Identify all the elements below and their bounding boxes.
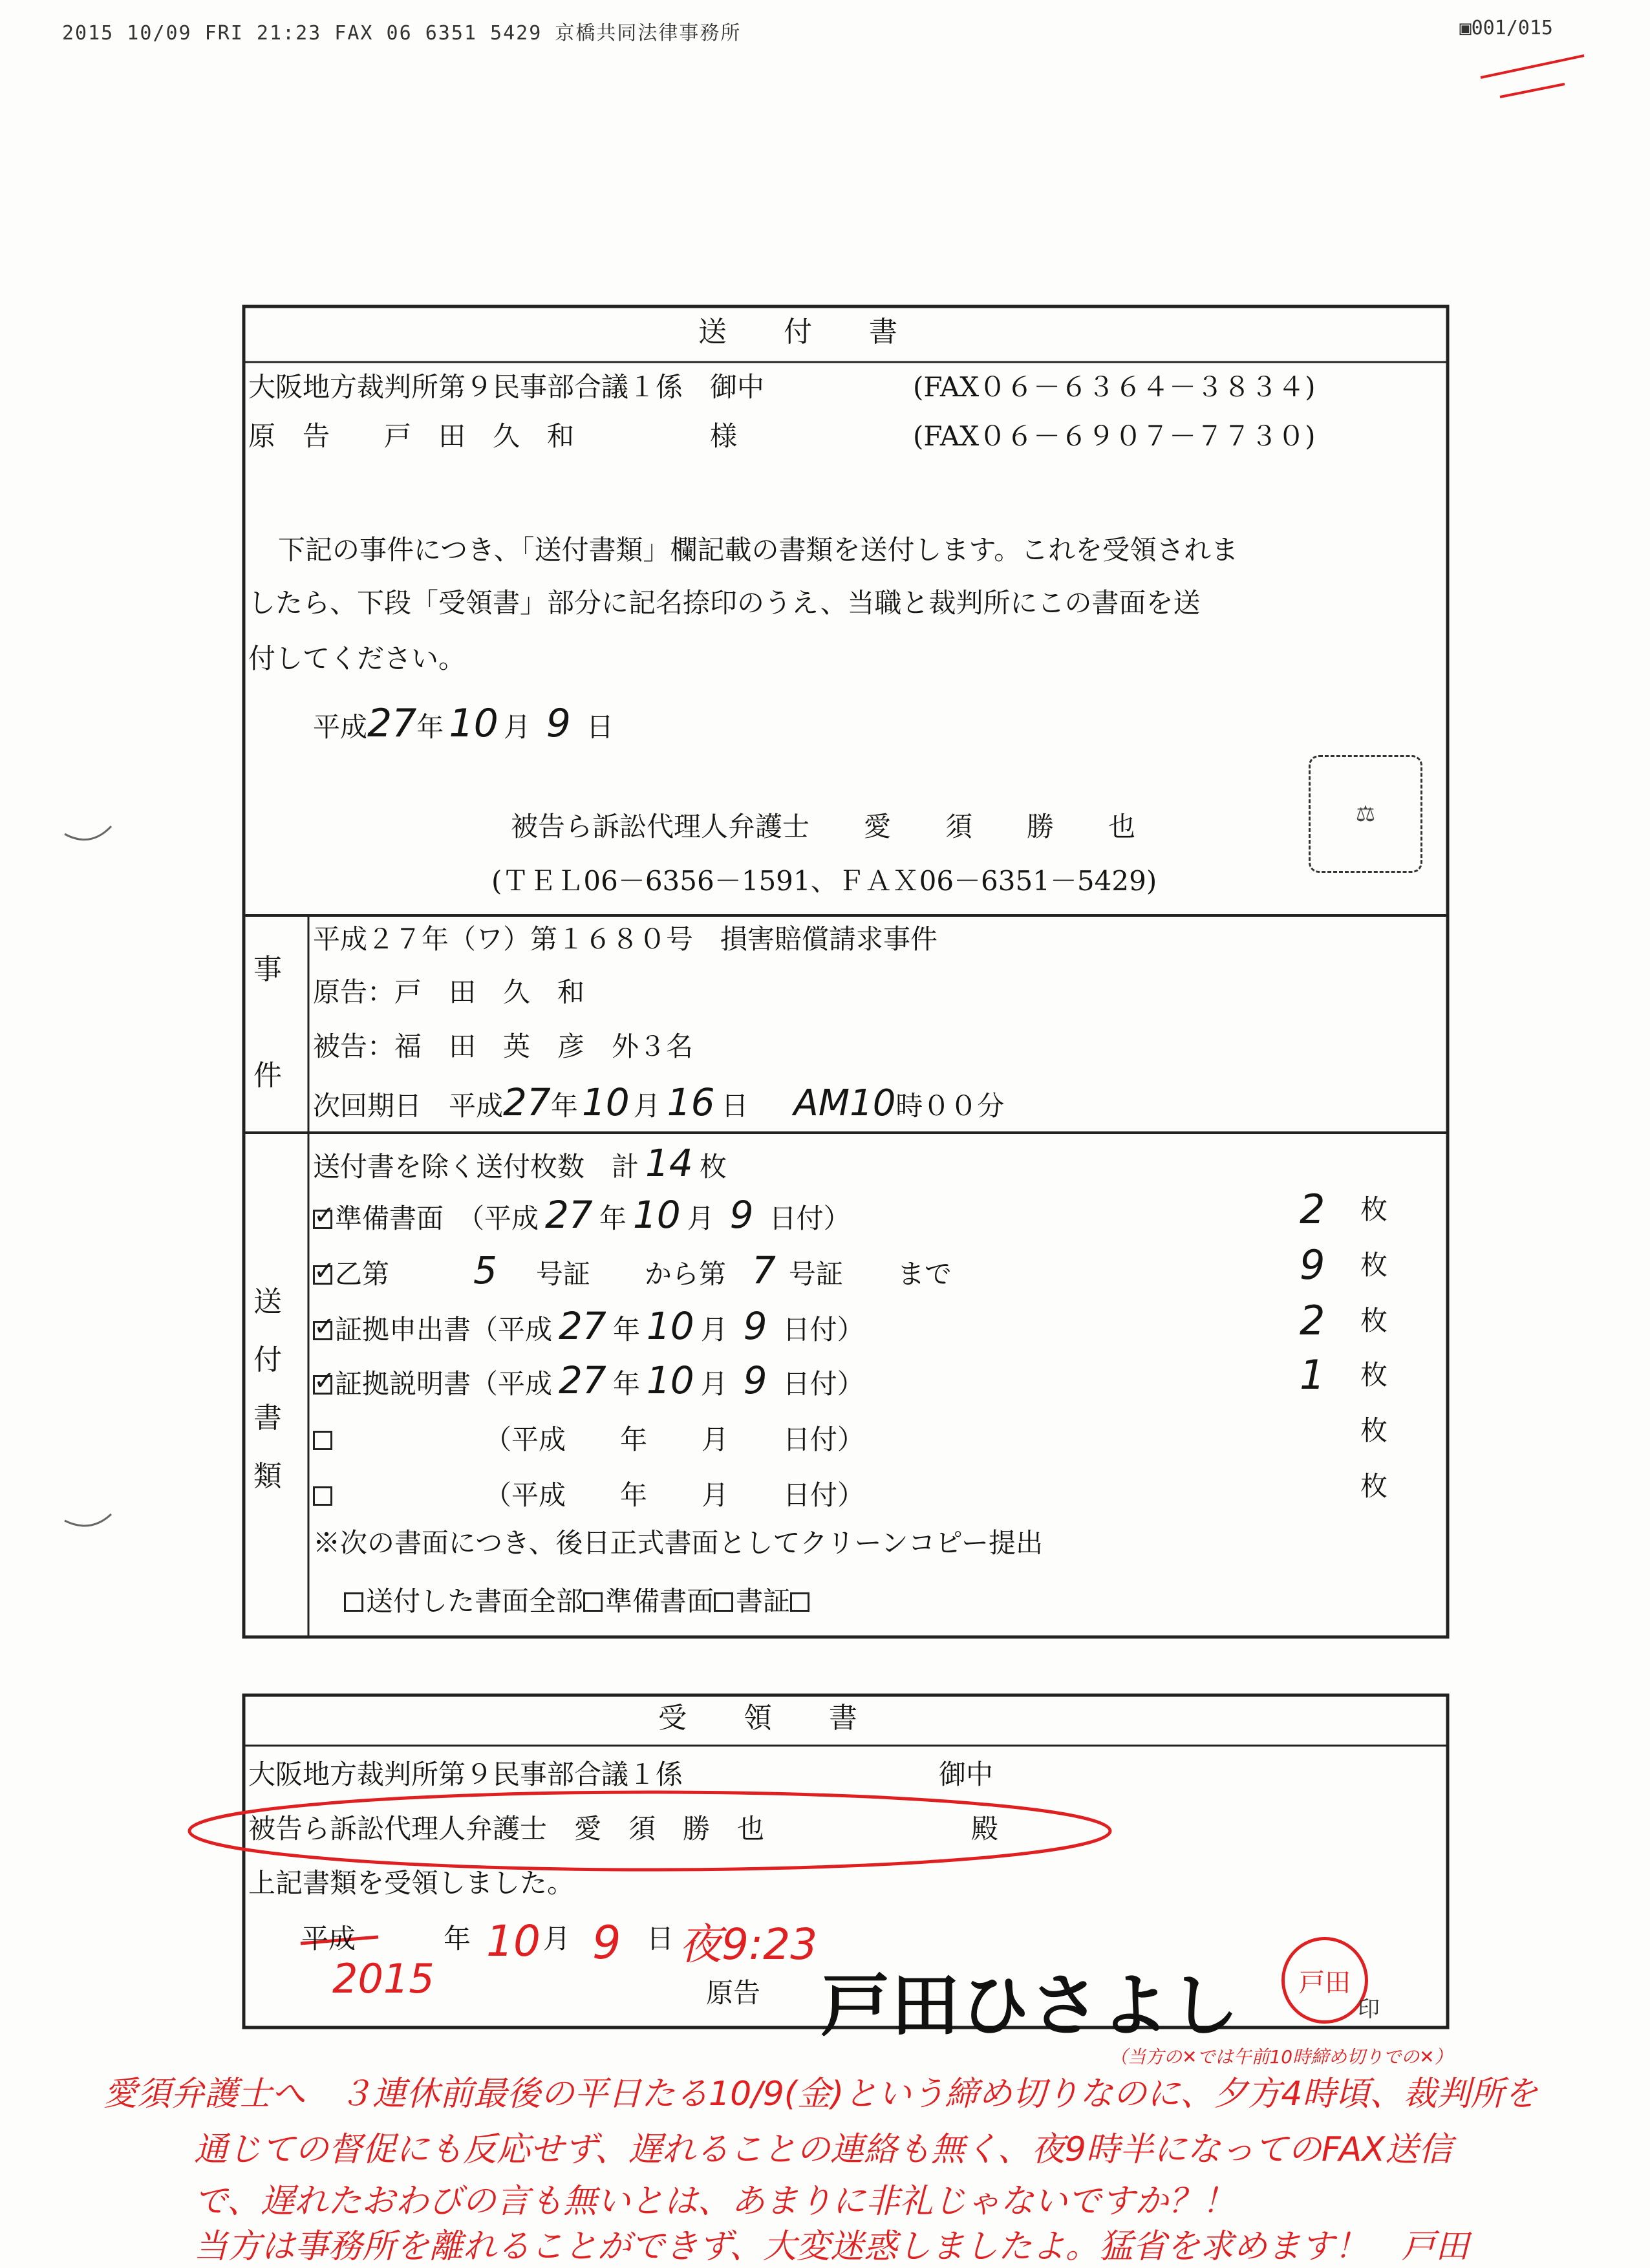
red-note-line-1: 愛須弁護士へ ３連休前最後の平日たる10/9(金)という締め切りなのに、夕方4時頃、裁判所を	[103, 2075, 1538, 2113]
receipt-year-unit: 年	[444, 1923, 471, 1954]
plaintiff-signature: 戸田ひさよし	[821, 1966, 1240, 2046]
sofusho-body-line-2: したら、下段「受領書」部分に記名捺印のうえ、当職と裁判所にこの書面を送	[248, 587, 1201, 619]
page-box-icon: ▣	[1459, 17, 1472, 39]
document-checkbox[interactable]	[313, 1210, 332, 1229]
red-note-line-2: 通じての督促にも反応せず、遅れることの連絡も無く、夜9時半になってのFAX送信	[194, 2130, 1452, 2169]
sender-name: 被告ら訴訟代理人弁護士 愛 須 勝 也	[511, 811, 1136, 842]
sheet-count-unit: 枚	[699, 1151, 727, 1182]
receipt-to-attorney: 被告ら訴訟代理人弁護士 愛 須 勝 也	[248, 1813, 765, 1845]
document-name: （平成 年 月 日付）	[335, 1479, 865, 1511]
seal-text: 戸田	[1299, 1967, 1351, 1998]
sender-contact: (ＴＥＬ06－6356－1591、ＦＡＸ06－6351－5429)	[491, 865, 1157, 897]
document-name: 証拠申出書（平成	[335, 1314, 553, 1345]
document-sheet-count: 9	[1300, 1241, 1325, 1289]
receipt-statement: 上記書類を受領しました。	[248, 1867, 575, 1899]
document-year-unit: 年	[612, 1314, 640, 1345]
option-shosho: 書証	[736, 1585, 791, 1617]
document-year-unit: 年	[612, 1368, 640, 1400]
date-year: 27	[367, 701, 417, 746]
date-day-unit: 日	[586, 711, 614, 743]
seal-mark-label: 印	[1358, 1996, 1380, 2022]
checkbox-all-documents[interactable]	[344, 1592, 363, 1612]
document-sheet-count: 2	[1300, 1186, 1325, 1233]
document-month-unit: 号証 まで	[788, 1258, 952, 1290]
document-checkbox[interactable]	[313, 1486, 332, 1506]
sofusho-title: 送 付 書	[698, 316, 897, 348]
receipt-plaintiff-label: 原告	[706, 1977, 761, 2009]
document-day: 9	[743, 1304, 767, 1348]
checkbox-other[interactable]	[790, 1592, 809, 1612]
document-year: 27	[559, 1358, 606, 1402]
red-note-aside: （当方の✕では午前10時締め切りでの✕）	[1109, 2046, 1453, 2068]
document-row	[313, 1471, 921, 1513]
document-sheet-count: 1	[1300, 1351, 1325, 1398]
jiken-label-1: 事	[253, 953, 282, 986]
document-sheet-unit: 枚	[1360, 1415, 1388, 1446]
document-year: 27	[559, 1304, 606, 1348]
document-sheet-unit: 枚	[1360, 1193, 1388, 1225]
to-plaintiff-fax: (FAX０６－６９０７－７７３０)	[913, 420, 1316, 452]
shorui-label-4: 類	[253, 1460, 282, 1493]
document-checkbox[interactable]	[313, 1321, 332, 1340]
shorui-label-2: 付	[253, 1343, 282, 1376]
receipt-era-struck: 平成	[301, 1923, 356, 1954]
sheet-count-value: 14	[645, 1141, 693, 1185]
checkbox-shosho[interactable]	[714, 1592, 733, 1612]
document-day-unit: 日付）	[769, 1203, 851, 1234]
next-am: AM	[793, 1082, 850, 1124]
document-year: 5	[473, 1248, 497, 1292]
document-row	[313, 1360, 864, 1402]
document-name: 乙第	[335, 1258, 390, 1290]
sofusho-body-line-3: 付してください。	[248, 643, 466, 674]
next-month-unit: 月	[633, 1090, 661, 1122]
document-year: 27	[545, 1193, 593, 1237]
document-name: （平成 年 月 日付）	[335, 1424, 865, 1455]
receipt-day-unit: 日	[647, 1923, 674, 1954]
document-day: 9	[743, 1358, 767, 1402]
document-sheet-unit: 枚	[1360, 1359, 1388, 1391]
document-sheet-unit: 枚	[1360, 1470, 1388, 1502]
red-note-line-4: 当方は事務所を離れることができず、大変迷惑しましたよ。猛省を求めます！ 戸田	[194, 2227, 1469, 2266]
clean-copy-options	[344, 1587, 812, 1616]
receipt-time: 夜9:23	[679, 1920, 818, 1969]
document-month: 10	[632, 1193, 681, 1237]
document-row	[313, 1416, 921, 1457]
to-plaintiff: 原 告 戸 田 久 和 様	[248, 420, 738, 452]
document-day: 9	[729, 1193, 754, 1237]
sheet-count	[313, 1143, 727, 1184]
option-all-documents: 送付した書面全部	[366, 1585, 584, 1617]
document-sheet-count: 2	[1300, 1297, 1325, 1344]
receipt-to-court: 大阪地方裁判所第９民事部合議１係	[248, 1759, 683, 1790]
next-hearing-date	[313, 1082, 1004, 1124]
document-year-unit: 年	[599, 1203, 627, 1234]
date-era: 平成	[313, 711, 368, 743]
next-year-unit: 年	[550, 1090, 578, 1122]
document-month-unit: 月	[687, 1203, 714, 1234]
document-month: 7	[751, 1248, 776, 1292]
jiken-label-2: 件	[253, 1059, 282, 1092]
next-day-unit: 日	[721, 1090, 749, 1122]
sofusho-body-line-1: 下記の事件につき、「送付書類」欄記載の書類を送付します。これを受領されま	[278, 534, 1239, 566]
document-sheet-unit: 枚	[1360, 1249, 1388, 1281]
document-day-unit: 日付）	[782, 1314, 864, 1345]
attorney-seal-stamp: ⚖	[1309, 755, 1422, 873]
date-month-unit: 月	[503, 711, 531, 743]
next-time-unit: 時００分	[895, 1090, 1005, 1122]
receipt-day: 9	[592, 1916, 621, 1969]
document-day-unit: 日付）	[782, 1368, 864, 1400]
document-row	[313, 1195, 851, 1236]
fax-page-number: 001/015	[1471, 17, 1553, 39]
option-junbi-shomen: 準備書面	[605, 1585, 714, 1617]
document-checkbox[interactable]	[313, 1375, 332, 1395]
plaintiff-red-seal	[1281, 1937, 1368, 2024]
next-day: 16	[667, 1080, 715, 1124]
next-hour: 10	[850, 1082, 896, 1124]
document-sheet-unit: 枚	[1360, 1305, 1388, 1336]
receipt-to-court-suffix: 御中	[939, 1759, 994, 1790]
case-plaintiff: 原告：戸 田 久 和	[313, 976, 585, 1008]
sofusho-date	[313, 702, 614, 745]
document-month-unit: 月	[700, 1368, 728, 1400]
case-number: 平成２７年（ワ）第１６８０号 損害賠償請求事件	[313, 923, 938, 955]
to-court: 大阪地方裁判所第９民事部合議１係 御中	[248, 371, 765, 403]
receipt-to-attorney-suffix: 殿	[971, 1813, 999, 1845]
sheet-count-label: 送付書を除く送付枚数 計	[313, 1151, 639, 1182]
document-name: 準備書面 （平成	[335, 1203, 539, 1234]
shorui-label-1: 送	[253, 1285, 282, 1318]
document-row	[313, 1306, 864, 1347]
document-checkbox[interactable]	[313, 1265, 332, 1285]
document-month: 10	[646, 1358, 694, 1402]
document-row	[313, 1250, 983, 1292]
checkbox-junbi-shomen[interactable]	[583, 1592, 603, 1612]
document-year-unit: 号証 から第	[535, 1258, 726, 1290]
juryosho-title: 受 領 書	[658, 1702, 857, 1735]
date-year-unit: 年	[416, 711, 444, 743]
to-court-fax: (FAX０６－６３６４－３８３４)	[913, 371, 1316, 403]
document-name: 証拠説明書（平成	[335, 1368, 553, 1400]
receipt-month: 10	[486, 1916, 541, 1966]
next-year: 27	[503, 1080, 551, 1124]
receipt-year: 2015	[332, 1955, 434, 2002]
red-note-line-3: で、遅れたおわびの言も無いとは、あまりに非礼じゃないですか？！	[194, 2182, 1236, 2221]
receipt-month-unit: 月	[543, 1923, 571, 1954]
next-month: 10	[581, 1080, 630, 1124]
date-day: 9	[546, 701, 571, 746]
date-month: 10	[449, 701, 498, 746]
document-month-unit: 月	[700, 1314, 728, 1345]
next-date-label: 次回期日 平成	[313, 1090, 504, 1122]
shorui-label-3: 書	[253, 1402, 282, 1435]
clean-copy-note: ※次の書面につき、後日正式書面としてクリーンコピー提出	[313, 1527, 1043, 1559]
case-defendant: 被告：福 田 英 彦 外３名	[313, 1031, 694, 1062]
document-month: 10	[646, 1304, 694, 1348]
fax-header-line: 2015 10/09 FRI 21:23 FAX 06 6351 5429 京橋共同法律事務所	[62, 22, 742, 45]
document-checkbox[interactable]	[313, 1431, 332, 1450]
